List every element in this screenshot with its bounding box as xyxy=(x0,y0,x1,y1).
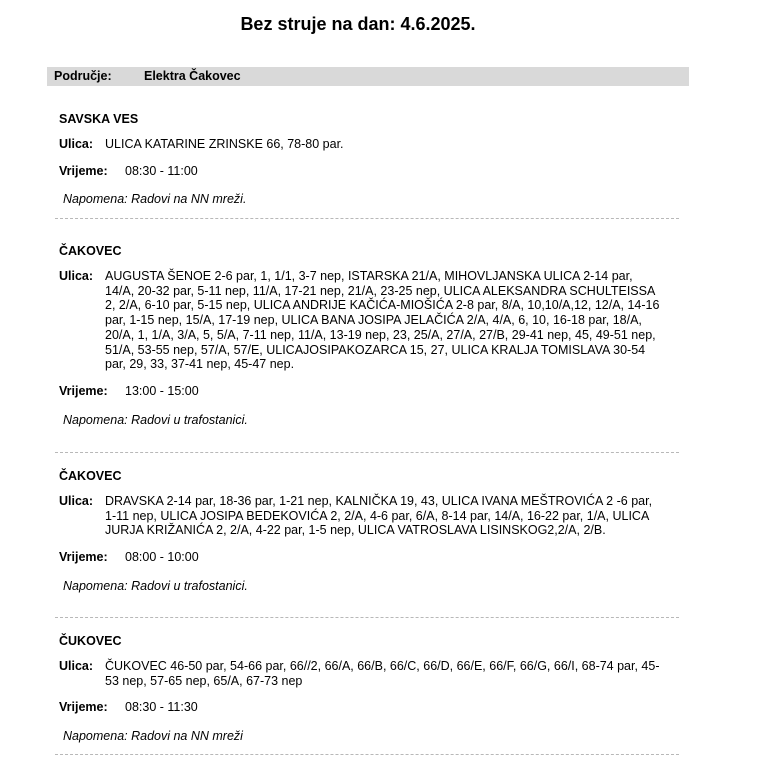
divider xyxy=(55,218,679,219)
outage-entry xyxy=(59,468,679,594)
outage-time: 08:30 - 11:30 xyxy=(125,700,198,715)
outage-entry xyxy=(59,111,679,207)
outage-time-row xyxy=(59,550,679,565)
time-label: Vrijeme: xyxy=(59,700,108,715)
outage-time-row xyxy=(59,700,679,715)
streets-label: Ulica: xyxy=(59,269,94,283)
outage-streets-row xyxy=(59,494,679,538)
outage-note: Napomena: Radovi u trafostanici. xyxy=(63,578,248,593)
time-label: Vrijeme: xyxy=(59,383,108,398)
divider xyxy=(55,617,679,618)
outage-place: ČUKOVEC xyxy=(59,634,122,648)
outage-time-row xyxy=(59,164,679,179)
divider xyxy=(55,452,679,453)
outage-note: Napomena: Radovi na NN mreži xyxy=(63,729,243,744)
streets-label: Ulica: xyxy=(59,494,94,508)
outage-note: Napomena: Radovi na NN mreži. xyxy=(63,192,247,207)
outage-streets: ČUKOVEC 46-50 par, 54-66 par, 66//2, 66/A, 66/B, 66/C, 66/D, 66/E, 66/F, 66/G, 66/I, 68-74 par, 45-53 nep, 57-65 nep, 65/A, 67-73 nep xyxy=(105,659,660,688)
outage-place: ČAKOVEC xyxy=(59,469,122,483)
area-label: Područje: xyxy=(54,69,112,83)
outage-streets-row xyxy=(59,137,679,152)
streets-label: Ulica: xyxy=(59,137,94,151)
outage-time: 08:30 - 11:00 xyxy=(125,163,198,178)
outage-streets: DRAVSKA 2-14 par, 18-36 par, 1-21 nep, KALNIČKA 19, 43, ULICA IVANA MEŠTROVIĆA 2 -6 par, 1-11 nep, ULICA JOSIPA BEDEKOVIĆA 2, 2/A, 4-6 par, 6/A, 8-14 par, 14/A, 16-22 par, 1/A, ULICA JURJA KRIŽANIĆA 2, 2/A, 4-22 par, 1-5 nep, ULICA VATROSLAVA LISINSKOG2,2/A, 2/B. xyxy=(105,494,653,538)
outage-note: Napomena: Radovi u trafostanici. xyxy=(63,412,248,427)
time-label: Vrijeme: xyxy=(59,550,108,565)
divider xyxy=(55,754,679,755)
outage-time-row xyxy=(59,384,679,399)
streets-label: Ulica: xyxy=(59,659,94,673)
outage-streets-row xyxy=(59,659,679,688)
outage-time: 13:00 - 15:00 xyxy=(125,383,199,398)
time-label: Vrijeme: xyxy=(59,163,108,178)
outage-time: 08:00 - 10:00 xyxy=(125,550,199,565)
outage-entry xyxy=(59,243,679,428)
outage-streets-row xyxy=(59,269,679,372)
outage-place: SAVSKA VES xyxy=(59,112,139,126)
page-title: Bez struje na dan: 4.6.2025. xyxy=(240,14,476,34)
area-header xyxy=(47,67,689,86)
outage-place: ČAKOVEC xyxy=(59,244,122,258)
outage-streets: ULICA KATARINE ZRINSKE 66, 78-80 par. xyxy=(105,137,344,151)
outage-entry xyxy=(59,633,679,744)
outage-streets: AUGUSTA ŠENOE 2-6 par, 1, 1/1, 3-7 nep, ISTARSKA 21/A, MIHOVLJANSKA ULICA 2-14 par, 14/A, 20-32 par, 5-11 nep, 11/A, 17-21 nep, 21/A, 23-25 nep, ULICA ALEKSANDRA SCHULTEISSA 2, 2/A, 6-10 par, 5-15 nep, ULICA ANDRIJE KAČIĆA-MIOŠIĆA 2-8 par, 8/A, 10,10/A,12, 12/A, 14-16 par, 1-15 nep, 15/A, 17-19 nep, ULICA BANA JOSIPA JELAČIĆA 2/A, 4/A, 6, 10, 16-18 par, 18/A, 20/A, 1, 1/A, 3/A, 5, 5/A, 7-11 nep, 11/A, 13-19 nep, 23, 25/A, 27/A, 27/B, 29-41 nep, 45, 49-51 nep, 51/A, 53-55 nep, 57/A, 57/E, ULICAJOSIPAKOZARCA 15, 27, ULICA KRALJA TOMISLAVA 30-54 par, 29, 33, 37-41 nep, 45-47 nep. xyxy=(105,269,660,372)
area-value: Elektra Čakovec xyxy=(144,69,241,83)
